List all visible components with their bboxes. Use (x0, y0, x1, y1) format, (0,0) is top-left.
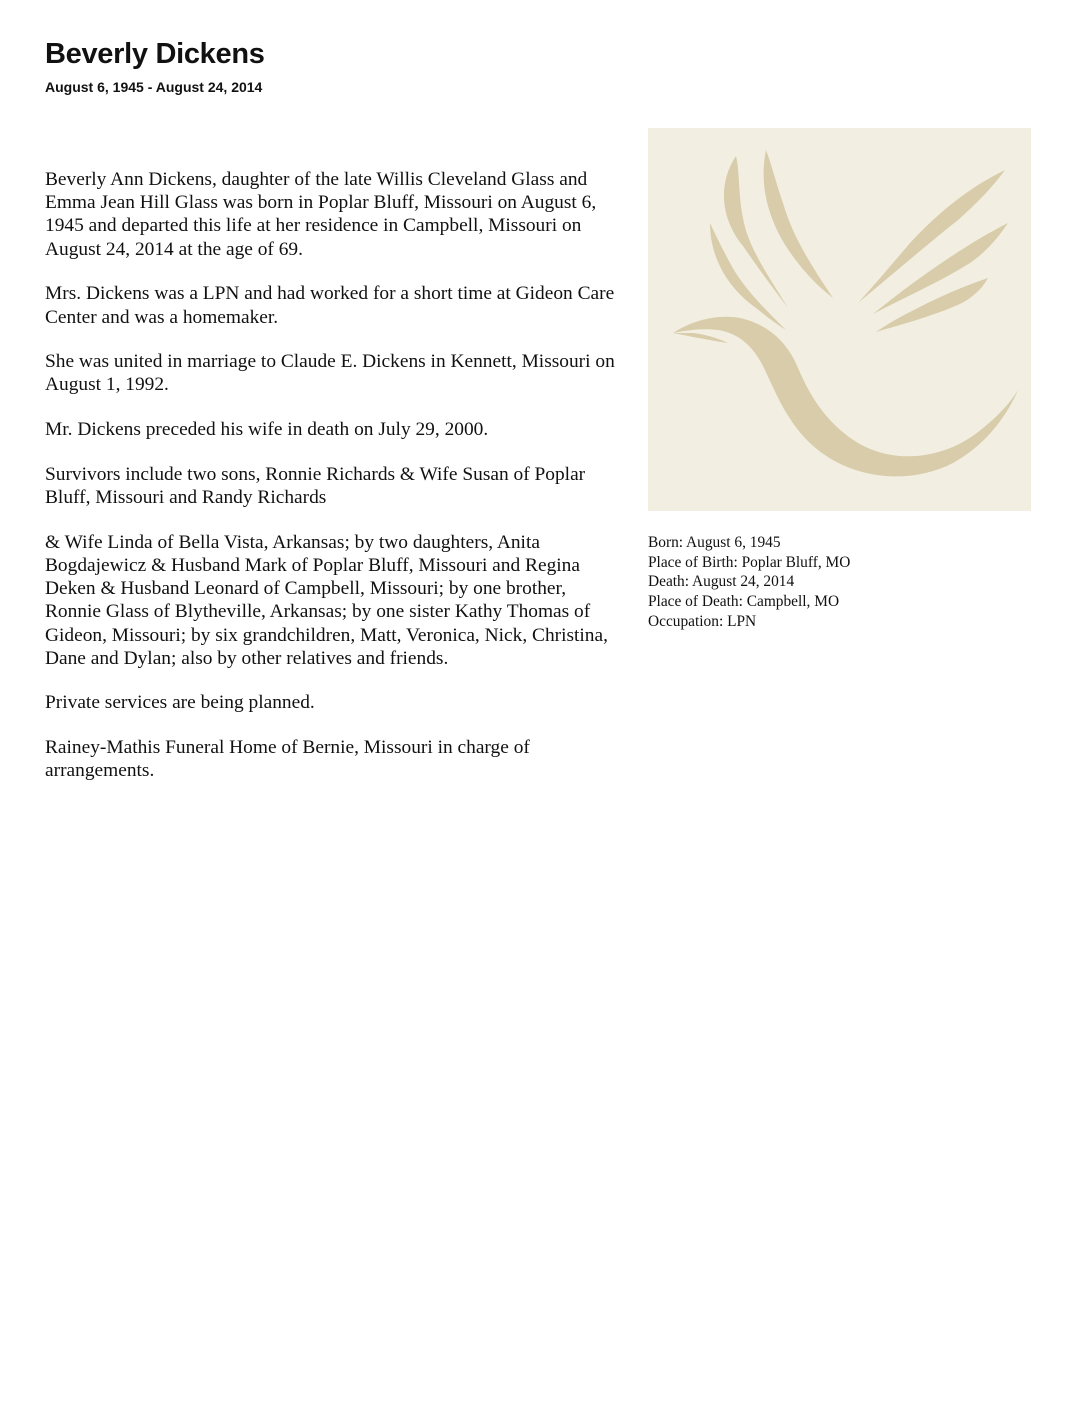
obituary-paragraph: Beverly Ann Dickens, daughter of the late Willis Cleveland Glass and Emma Jean Hill Glass was born in Poplar Bluff, Missouri on August 6, 1945 and departed this life at her residence in Campbell, Missouri on August 24, 2014 at the age of 69. (45, 169, 597, 260)
life-dates: August 6, 1945 - August 24, 2014 (45, 79, 263, 95)
dove-icon (648, 128, 1031, 511)
death-fact: Death: August 24, 2014 (648, 573, 795, 591)
obituary-paragraph: Mrs. Dickens was a LPN and had worked for a short time at Gideon Care Center and was a homemaker. (45, 283, 615, 328)
vital-facts (648, 533, 850, 632)
place-of-death-fact: Place of Death: Campbell, MO (648, 593, 840, 611)
obituary-header (45, 36, 265, 96)
place-of-birth-fact: Place of Birth: Poplar Bluff, MO (648, 553, 851, 571)
page-title: Beverly Dickens (45, 38, 265, 70)
memorial-photo (648, 128, 1031, 511)
obituary-paragraph: Private services are being planned. (45, 692, 315, 714)
obituary-paragraph: Mr. Dickens preceded his wife in death on July 29, 2000. (45, 419, 489, 441)
obituary-paragraph: & Wife Linda of Bella Vista, Arkansas; by two daughters, Anita Bogdajewicz & Husband Mark of Poplar Bluff, Missouri and Regina Deken & Husband Leonard of Campbell, Missouri; by one brother, Ronnie Glass of Blytheville, Arkansas; by one sister Kathy Thomas of Gideon, Missouri; by six grandchildren, Matt, Veronica, Nick, Christina, Dane and Dylan; also by other relatives and friends. (45, 531, 608, 669)
born-fact: Born: August 6, 1945 (648, 534, 781, 551)
obituary-text (45, 168, 615, 804)
occupation-fact: Occupation: LPN (648, 612, 757, 630)
obituary-paragraph: Survivors include two sons, Ronnie Richards & Wife Susan of Poplar Bluff, Missouri and Randy Richards (45, 463, 586, 509)
obituary-paragraph: She was united in marriage to Claude E. Dickens in Kennett, Missouri on August 1, 1992. (45, 351, 615, 396)
obituary-paragraph: Rainey-Mathis Funeral Home of Bernie, Missouri in charge of arrangements. (45, 737, 530, 782)
